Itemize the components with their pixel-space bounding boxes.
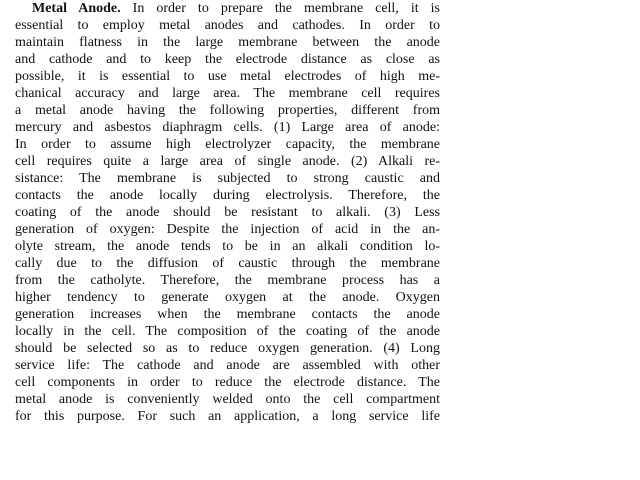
paragraph-line: In order to assume high electrolyzer capacity, the membrane [15, 137, 440, 152]
paragraph-line: cell components in order to reduce the electrode distance. The [15, 375, 440, 390]
paragraph-line: generation increases when the membrane contacts the anode [15, 307, 440, 322]
paragraph-line: essential to employ metal anodes and cathodes. In order to [15, 18, 440, 33]
paragraph-line: coating of the anode should be resistant to alkali. (3) Less [15, 205, 440, 220]
paragraph-line: a metal anode having the following properties, different from [15, 103, 440, 118]
paragraph-line: chanical accuracy and large area. The membrane cell requires [15, 86, 440, 101]
paragraph-text: In order to prepare the membrane cell, it is [132, 1, 440, 16]
section-heading: Metal Anode. [32, 1, 121, 16]
paragraph-line: generation of oxygen: Despite the injection of acid in the an- [15, 222, 440, 237]
paragraph-line: cally due to the diffusion of caustic through the membrane [15, 256, 440, 271]
paragraph-line: and cathode and to keep the electrode distance as close as [15, 52, 440, 67]
paragraph-line: cell requires quite a large area of single anode. (2) Alkali re- [15, 154, 440, 169]
paragraph-line: sistance: The membrane is subjected to strong caustic and [15, 171, 440, 186]
paragraph-line: service life: The cathode and anode are assembled with other [15, 358, 440, 373]
paragraph-line: mercury and asbestos diaphragm cells. (1) Large area of anode: [15, 120, 440, 135]
paragraph-line: possible, it is essential to use metal electrodes of high me- [15, 69, 440, 84]
paragraph-line: should be selected so as to reduce oxygen generation. (4) Long [15, 341, 440, 356]
paragraph-line: metal anode is conveniently welded onto the cell compartment [15, 392, 440, 407]
paragraph-line: contacts the anode locally during electrolysis. Therefore, the [15, 188, 440, 203]
paragraph-line: for this purpose. For such an application, a long service life [15, 409, 440, 424]
paragraph-line [15, 0, 440, 17]
paragraph-line: maintain flatness in the large membrane between the anode [15, 35, 440, 50]
paragraph-line: locally in the cell. The composition of the coating of the anode [15, 324, 440, 339]
paragraph-line: olyte stream, the anode tends to be in an alkali condition lo- [15, 239, 440, 254]
paragraph-line: higher tendency to generate oxygen at the anode. Oxygen [15, 290, 440, 305]
paragraph-line: from the catholyte. Therefore, the membrane process has a [15, 273, 440, 288]
document-page [15, 0, 440, 425]
